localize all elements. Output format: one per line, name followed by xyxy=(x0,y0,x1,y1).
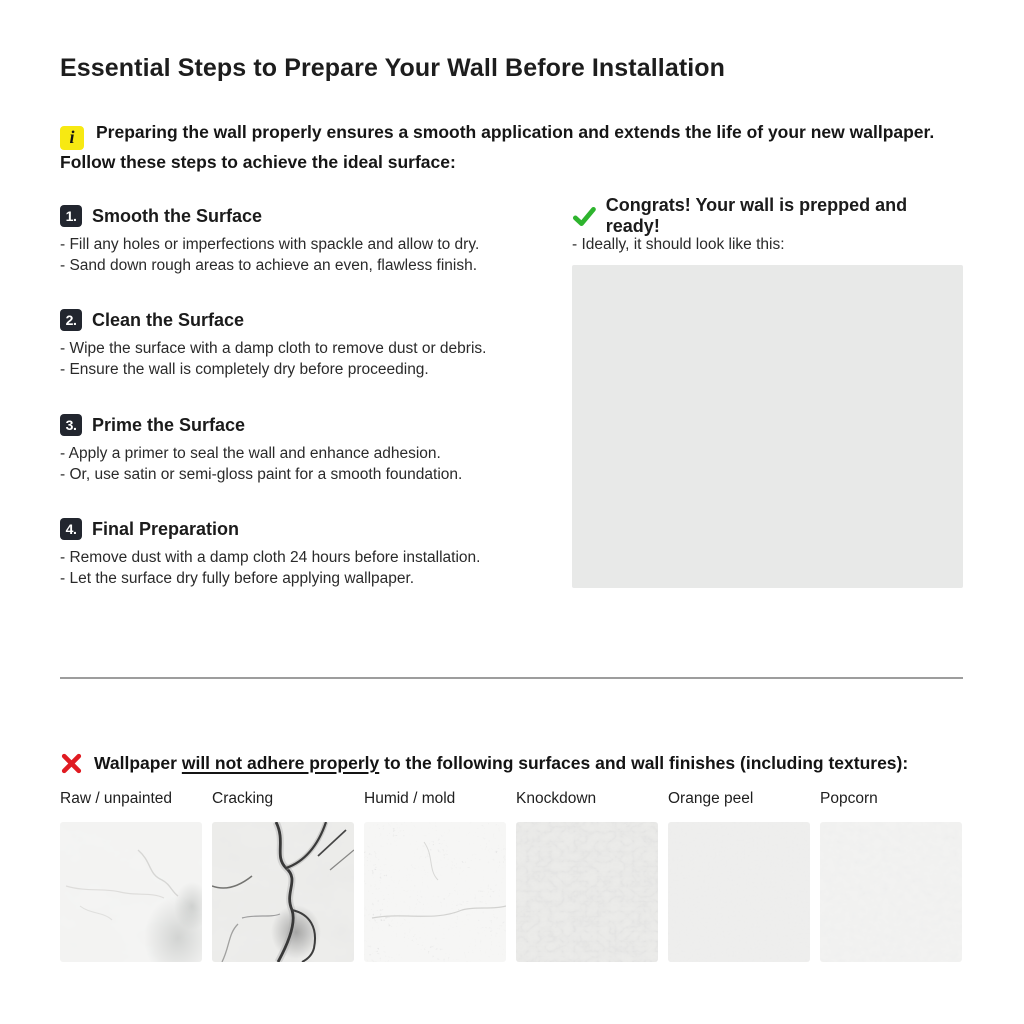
surface-label: Cracking xyxy=(212,790,274,807)
step-1-bullets xyxy=(60,235,565,276)
surface-cracking xyxy=(212,790,354,808)
intro-line-1: Preparing the wall properly ensures a smooth application and extends the life of your new wallpaper. xyxy=(96,121,935,142)
step-3-number-badge: 3. xyxy=(60,414,82,436)
surface-raw-unpainted xyxy=(60,790,202,808)
warning-suffix: to the following surfaces and wall finishes (including textures): xyxy=(379,753,909,773)
bullet: - Fill any holes or imperfections with spackle and allow to dry. xyxy=(60,236,480,253)
step-2-title: Clean the Surface xyxy=(92,309,245,330)
surface-label: Humid / mold xyxy=(364,790,456,807)
check-icon xyxy=(572,204,597,229)
cross-icon xyxy=(60,752,83,775)
step-1-title: Smooth the Surface xyxy=(92,205,263,226)
prepped-wall-sample-image xyxy=(572,265,963,588)
step-2 xyxy=(60,308,565,380)
step-3-heading xyxy=(60,413,565,437)
bullet: - Sand down rough areas to achieve an even, flawless finish. xyxy=(60,256,478,274)
step-3-title: Prime the Surface xyxy=(92,414,246,435)
intro-line-2: Follow these steps to achieve the ideal surface: xyxy=(60,151,456,172)
info-icon: i xyxy=(60,126,84,150)
texture-orange-peel-image xyxy=(668,822,810,962)
step-3 xyxy=(60,413,565,485)
surface-label: Raw / unpainted xyxy=(60,790,173,807)
page-title: Essential Steps to Prepare Your Wall Before Installation xyxy=(60,54,726,82)
texture-popcorn-image xyxy=(820,822,962,962)
result-heading: Congrats! Your wall is prepped and ready! xyxy=(605,195,908,236)
surface-label: Popcorn xyxy=(820,790,878,807)
step-4 xyxy=(60,517,565,589)
step-4-title: Final Preparation xyxy=(92,518,240,539)
step-3-bullets xyxy=(60,444,565,485)
bullet: - Ensure the wall is completely dry before proceeding. xyxy=(60,360,429,378)
step-1 xyxy=(60,204,565,276)
result-heading-row xyxy=(572,195,963,236)
step-1-heading xyxy=(60,204,565,228)
step-2-bullets xyxy=(60,339,565,380)
step-1-number-badge: 1. xyxy=(60,205,82,227)
surface-knockdown xyxy=(516,790,658,808)
step-4-heading xyxy=(60,517,565,541)
divider xyxy=(60,677,963,679)
warning-text xyxy=(94,753,908,774)
result-caption: - Ideally, it should look like this: xyxy=(572,236,785,253)
bullet: - Remove dust with a damp cloth 24 hours before installation. xyxy=(60,549,481,566)
warning-emphasis: will not adhere properly xyxy=(181,753,380,773)
bullet: - Or, use satin or semi-gloss paint for a smooth foundation. xyxy=(60,465,463,483)
bullet: - Let the surface dry fully before applying wallpaper. xyxy=(60,569,415,587)
bullet: - Apply a primer to seal the wall and enhance adhesion. xyxy=(60,445,441,462)
warning-row xyxy=(60,752,908,775)
intro-paragraph xyxy=(60,120,972,174)
step-2-heading xyxy=(60,308,565,332)
step-4-number-badge: 4. xyxy=(60,518,82,540)
surface-popcorn xyxy=(820,790,962,808)
step-4-bullets xyxy=(60,548,565,589)
texture-knockdown-image xyxy=(516,822,658,962)
bullet: - Wipe the surface with a damp cloth to remove dust or debris. xyxy=(60,340,487,357)
surface-orange-peel xyxy=(668,790,810,808)
texture-humid-mold-image xyxy=(364,822,506,962)
step-2-number-badge: 2. xyxy=(60,309,82,331)
texture-cracking-image xyxy=(212,822,354,962)
warning-prefix: Wallpaper xyxy=(94,753,182,773)
surface-humid-mold xyxy=(364,790,506,808)
surface-label: Orange peel xyxy=(668,790,754,807)
texture-raw-unpainted-image xyxy=(60,822,202,962)
bad-surfaces-grid xyxy=(60,790,963,962)
surface-label: Knockdown xyxy=(516,790,597,807)
result-section xyxy=(572,195,963,256)
